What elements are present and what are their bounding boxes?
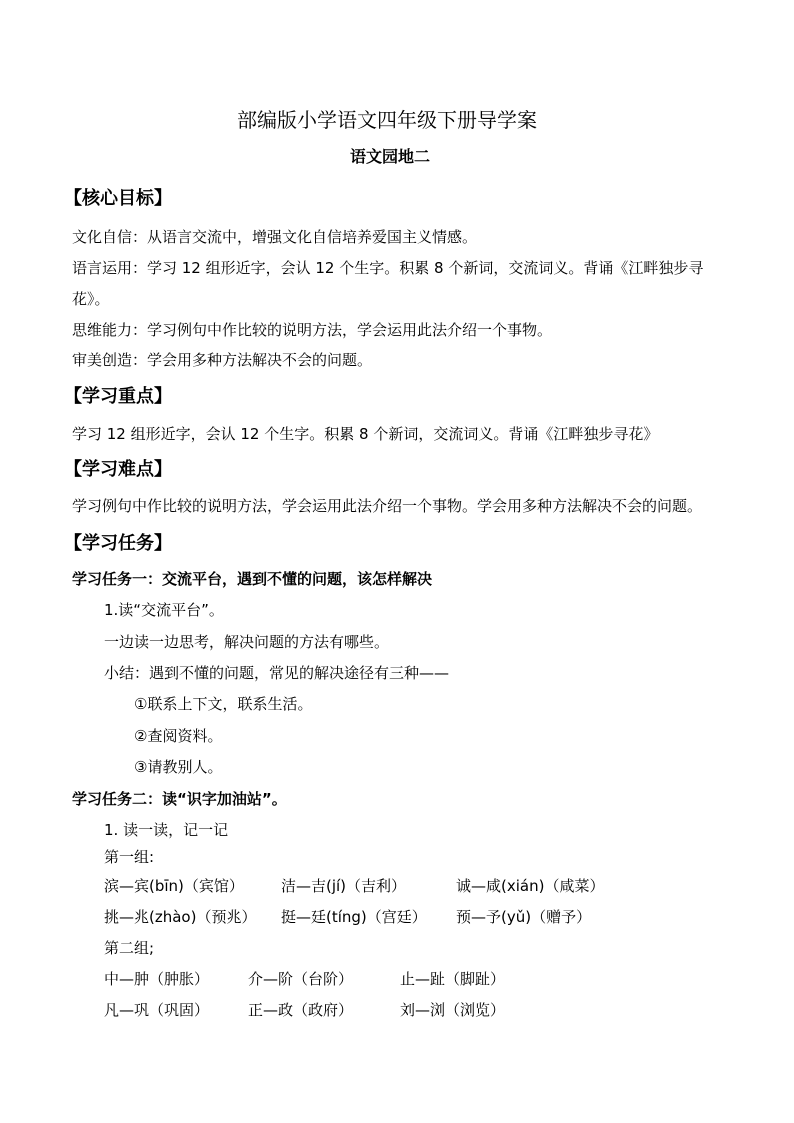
core-goals-heading: 【核心目标】 xyxy=(64,188,172,209)
group1-word: 预—予(yǔ)（赠予） xyxy=(456,908,592,926)
group2-word: 正—政（政府） xyxy=(248,1001,354,1019)
task2-intro: 1. 读一读，记一记 xyxy=(104,821,229,839)
group1-word: 洁—吉(jí)（吉利） xyxy=(281,877,407,895)
task1-item: ②查阅资料。 xyxy=(134,727,223,745)
document-title: 部编版小学语文四年级下册导学案 xyxy=(237,108,537,132)
task1-title: 学习任务一：交流平台，遇到不懂的问题，该怎样解决 xyxy=(72,570,433,588)
difficulties-line: 学习例句中作比较的说明方法，学会运用此法介绍一个事物。学会用多种方法解决不会的问题。 xyxy=(72,497,703,515)
task1-item: ③请教别人。 xyxy=(134,758,223,776)
group2-label: 第二组; xyxy=(104,939,155,957)
tasks-heading: 【学习任务】 xyxy=(64,533,172,554)
group1-word: 挑—兆(zhào)（预兆） xyxy=(104,908,257,926)
group2-word: 介—阶（台阶） xyxy=(248,970,354,988)
core-goal-line: 花》。 xyxy=(72,290,110,308)
document-subtitle: 语文园地二 xyxy=(350,147,431,166)
group1-word: 诚—咸(xián)（咸菜） xyxy=(456,877,605,895)
group1-word: 挺—廷(tíng)（宫廷） xyxy=(281,908,427,926)
task1-item: ①联系上下文，联系生活。 xyxy=(134,695,313,713)
task1-line: 1.读“交流平台”。 xyxy=(104,601,224,619)
group2-word: 止—趾（脚趾） xyxy=(400,970,506,988)
group2-word: 刘—浏（浏览） xyxy=(400,1001,506,1019)
task2-title: 学习任务二：读“识字加油站”。 xyxy=(72,790,287,808)
key-points-line: 学习 12 组形近字，会认 12 个生字。积累 8 个新词，交流词义。背诵《江畔独步寻花》 xyxy=(72,425,659,443)
group2-word: 中—肿（肿胀） xyxy=(104,970,210,988)
core-goal-line: 审美创造：学会用多种方法解决不会的问题。 xyxy=(72,351,373,369)
difficulties-heading: 【学习难点】 xyxy=(64,459,172,480)
group2-word: 凡—巩（巩固） xyxy=(104,1001,210,1019)
group1-label: 第一组: xyxy=(104,848,155,866)
task1-line: 一边读一边思考，解决问题的方法有哪些。 xyxy=(104,633,390,651)
core-goal-line: 思维能力：学习例句中作比较的说明方法，学会运用此法介绍一个事物。 xyxy=(72,321,553,339)
group1-word: 滨—宾(bīn)（宾馆） xyxy=(104,877,244,895)
core-goal-line: 语言运用：学习 12 组形近字，会认 12 个生字。积累 8 个新词，交流词义。背诵《江畔独步寻 xyxy=(72,259,704,277)
core-goal-line: 文化自信：从语言交流中，增强文化自信培养爱国主义情感。 xyxy=(72,228,478,246)
task1-summary: 小结：遇到不懂的问题，常见的解决途径有三种—— xyxy=(104,664,450,682)
key-points-heading: 【学习重点】 xyxy=(64,386,172,407)
